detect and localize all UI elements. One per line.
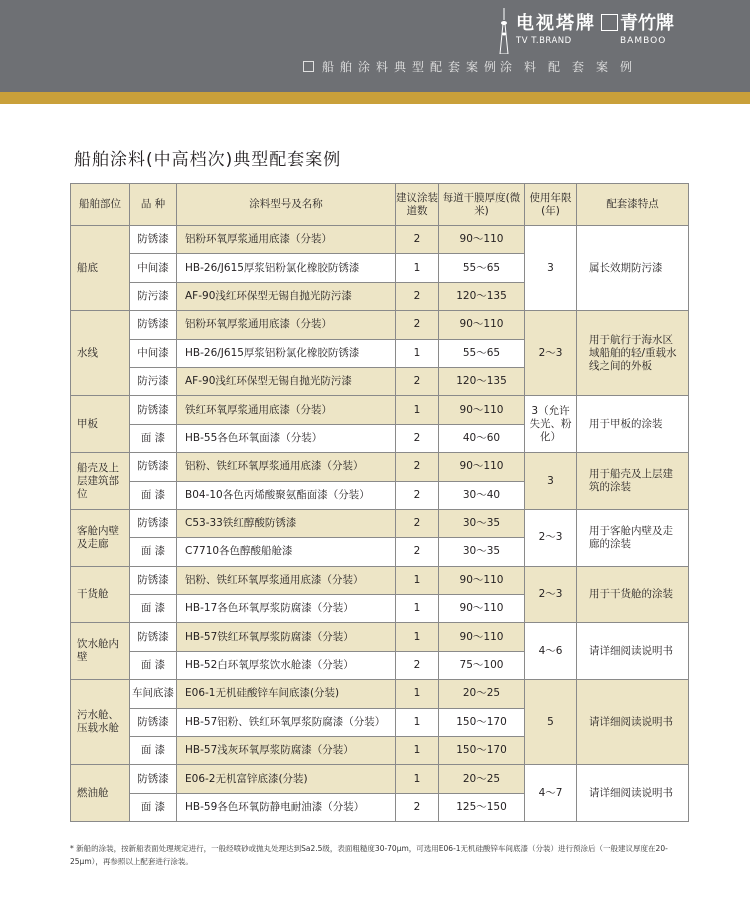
years-cell: 2～3 [525, 509, 577, 566]
table-row [71, 623, 689, 651]
kind-cell: 面 漆 [130, 424, 177, 452]
kind-cell: 防锈漆 [130, 566, 177, 594]
thickness-cell: 90～110 [439, 226, 525, 254]
coats-cell: 2 [396, 311, 439, 339]
thickness-cell: 20～25 [439, 765, 525, 793]
years-cell: 4～6 [525, 623, 577, 680]
thickness-cell: 40～60 [439, 424, 525, 452]
years-cell: 2～3 [525, 311, 577, 396]
header-subtitle: 船舶涂料典型配套案例 [322, 60, 503, 74]
header-banner [0, 0, 750, 92]
table-row [71, 311, 689, 339]
coats-cell: 2 [396, 424, 439, 452]
coating-name-cell: AF-90浅红环保型无锡自抛光防污漆 [177, 282, 396, 310]
coating-name-cell: AF-90浅红环保型无锡自抛光防污漆 [177, 367, 396, 395]
coats-cell: 1 [396, 708, 439, 736]
footnote: * 新船的涂装，按新船表面处理规定进行，一般经喷砂或抛丸处理达到Sa2.5级，表面粗糙度30-70μm，可选用E06-1无机硅酸锌车间底漆（分装）进行预涂后（一般建议厚度在20-25μm），再参照以上配套进行涂装。 [70, 844, 668, 866]
kind-cell: 防污漆 [130, 367, 177, 395]
kind-cell: 防锈漆 [130, 765, 177, 793]
kind-cell: 防锈漆 [130, 509, 177, 537]
header-name: 涂料型号及名称 [177, 184, 396, 226]
part-cell: 船壳及上层建筑部位 [71, 453, 130, 510]
part-cell: 船底 [71, 226, 130, 311]
coating-name-cell: HB-26/J615厚浆铝粉氯化橡胶防锈漆 [177, 254, 396, 282]
coating-name-cell: B04-10各色丙烯酸聚氨酯面漆（分装） [177, 481, 396, 509]
coats-cell: 2 [396, 282, 439, 310]
coats-cell: 1 [396, 737, 439, 765]
tv-tower-icon [494, 8, 514, 54]
coating-name-cell: C7710各色醇酸船舱漆 [177, 538, 396, 566]
kind-cell: 中间漆 [130, 254, 177, 282]
header-kind: 品 种 [130, 184, 177, 226]
coating-name-cell: HB-17各色环氧厚浆防腐漆（分装） [177, 595, 396, 623]
header-coats: 建议涂装道数 [396, 184, 439, 226]
coating-name-cell: HB-57浅灰环氧厚浆防腐漆（分装） [177, 737, 396, 765]
coating-name-cell: 铝粉、铁红环氧厚浆通用底漆（分装） [177, 453, 396, 481]
brand2-en: BAMBOO [620, 36, 667, 46]
coats-cell: 2 [396, 481, 439, 509]
thickness-cell: 150～170 [439, 737, 525, 765]
kind-cell: 防锈漆 [130, 226, 177, 254]
feature-cell: 请详细阅读说明书 [577, 623, 689, 680]
thickness-cell: 120～135 [439, 282, 525, 310]
years-cell: 4～7 [525, 765, 577, 822]
part-cell: 干货舱 [71, 566, 130, 623]
header-part: 船舶部位 [71, 184, 130, 226]
years-cell: 5 [525, 680, 577, 765]
brand2-cn: 青竹牌 [620, 13, 674, 34]
brand-bamboo [620, 12, 674, 47]
coats-cell: 2 [396, 453, 439, 481]
thickness-cell: 150～170 [439, 708, 525, 736]
part-cell: 水线 [71, 311, 130, 396]
feature-cell: 请详细阅读说明书 [577, 680, 689, 765]
header-feature: 配套漆特点 [577, 184, 689, 226]
kind-cell: 防锈漆 [130, 708, 177, 736]
thickness-cell: 75～100 [439, 651, 525, 679]
years-cell: 3 [525, 226, 577, 311]
kind-cell: 中间漆 [130, 339, 177, 367]
coating-table [70, 183, 689, 822]
coating-name-cell: 铝粉环氧厚浆通用底漆（分装） [177, 311, 396, 339]
table-row [71, 765, 689, 793]
gold-divider-bar [0, 92, 750, 104]
thickness-cell: 30～40 [439, 481, 525, 509]
kind-cell: 防污漆 [130, 282, 177, 310]
coating-name-cell: C53-33铁红醇酸防锈漆 [177, 509, 396, 537]
brand1-cn: 电视塔牌 [516, 13, 596, 34]
thickness-cell: 30～35 [439, 538, 525, 566]
kind-cell: 面 漆 [130, 793, 177, 821]
thickness-cell: 125～150 [439, 793, 525, 821]
thickness-cell: 90～110 [439, 595, 525, 623]
thickness-cell: 120～135 [439, 367, 525, 395]
thickness-cell: 20～25 [439, 680, 525, 708]
coating-name-cell: HB-26/J615厚浆铝粉氯化橡胶防锈漆 [177, 339, 396, 367]
thickness-cell: 55～65 [439, 254, 525, 282]
kind-cell: 车间底漆 [130, 680, 177, 708]
thickness-cell: 90～110 [439, 311, 525, 339]
coating-name-cell: HB-57铝粉、铁红环氧厚浆防腐漆（分装） [177, 708, 396, 736]
feature-cell: 用于船壳及上层建筑的涂装 [577, 453, 689, 510]
coats-cell: 1 [396, 765, 439, 793]
coating-name-cell: HB-59各色环氧防静电耐油漆（分装） [177, 793, 396, 821]
part-cell: 污水舱、压载水舱 [71, 680, 130, 765]
years-cell: 2～3 [525, 566, 577, 623]
coats-cell: 2 [396, 538, 439, 566]
table-row [71, 226, 689, 254]
table-row [71, 509, 689, 537]
thickness-cell: 30～35 [439, 509, 525, 537]
feature-cell: 用于客舱内壁及走廊的涂装 [577, 509, 689, 566]
years-cell: 3（允许失光、粉化） [525, 396, 577, 453]
coats-cell: 2 [396, 226, 439, 254]
kind-cell: 防锈漆 [130, 453, 177, 481]
coats-cell: 1 [396, 680, 439, 708]
table-row [71, 453, 689, 481]
table-row [71, 566, 689, 594]
kind-cell: 防锈漆 [130, 623, 177, 651]
coating-name-cell: 铝粉、铁红环氧厚浆通用底漆（分装） [177, 566, 396, 594]
coats-cell: 2 [396, 367, 439, 395]
thickness-cell: 90～110 [439, 623, 525, 651]
kind-cell: 面 漆 [130, 481, 177, 509]
table-row [71, 680, 689, 708]
coating-name-cell: 铁红环氧厚浆通用底漆（分装） [177, 396, 396, 424]
kind-cell: 防锈漆 [130, 311, 177, 339]
header-years: 使用年限(年) [525, 184, 577, 226]
coats-cell: 2 [396, 509, 439, 537]
thickness-cell: 90～110 [439, 566, 525, 594]
part-cell: 甲板 [71, 396, 130, 453]
coating-name-cell: 铝粉环氧厚浆通用底漆（分装） [177, 226, 396, 254]
coats-cell: 1 [396, 396, 439, 424]
brand1-en: TV T.BRAND [516, 36, 572, 46]
table-row [71, 396, 689, 424]
kind-cell: 面 漆 [130, 651, 177, 679]
feature-cell: 属长效期防污漆 [577, 226, 689, 311]
kind-cell: 面 漆 [130, 595, 177, 623]
kind-cell: 面 漆 [130, 538, 177, 566]
coating-name-cell: E06-1无机硅酸锌车间底漆(分装) [177, 680, 396, 708]
table-header-row [71, 184, 689, 226]
feature-cell: 用于干货舱的涂装 [577, 566, 689, 623]
coats-cell: 1 [396, 623, 439, 651]
header-subtitle-2: 涂料配套案例 [500, 60, 645, 74]
coating-name-cell: E06-2无机富锌底漆(分装) [177, 765, 396, 793]
feature-cell: 用于航行于海水区域船舶的轻/重载水线之间的外板 [577, 311, 689, 396]
coats-cell: 2 [396, 793, 439, 821]
bamboo-logo-icon [601, 14, 618, 31]
header-thickness: 每道干膜厚度(微米) [439, 184, 525, 226]
page-title: 船舶涂料(中高档次)典型配套案例 [74, 150, 342, 170]
part-cell: 客舱内壁及走廊 [71, 509, 130, 566]
feature-cell: 请详细阅读说明书 [577, 765, 689, 822]
checkbox-icon [303, 61, 314, 72]
coating-name-cell: HB-57铁红环氧厚浆防腐漆（分装） [177, 623, 396, 651]
coating-name-cell: HB-55各色环氧面漆（分装） [177, 424, 396, 452]
thickness-cell: 55～65 [439, 339, 525, 367]
thickness-cell: 90～110 [439, 453, 525, 481]
years-cell: 3 [525, 453, 577, 510]
coating-name-cell: HB-52白环氧厚浆饮水舱漆（分装） [177, 651, 396, 679]
feature-cell: 用于甲板的涂装 [577, 396, 689, 453]
coats-cell: 1 [396, 595, 439, 623]
part-cell: 燃油舱 [71, 765, 130, 822]
part-cell: 饮水舱内壁 [71, 623, 130, 680]
coats-cell: 1 [396, 566, 439, 594]
kind-cell: 防锈漆 [130, 396, 177, 424]
coats-cell: 2 [396, 651, 439, 679]
thickness-cell: 90～110 [439, 396, 525, 424]
coats-cell: 1 [396, 254, 439, 282]
coats-cell: 1 [396, 339, 439, 367]
brand-tv-tower [516, 12, 596, 47]
kind-cell: 面 漆 [130, 737, 177, 765]
